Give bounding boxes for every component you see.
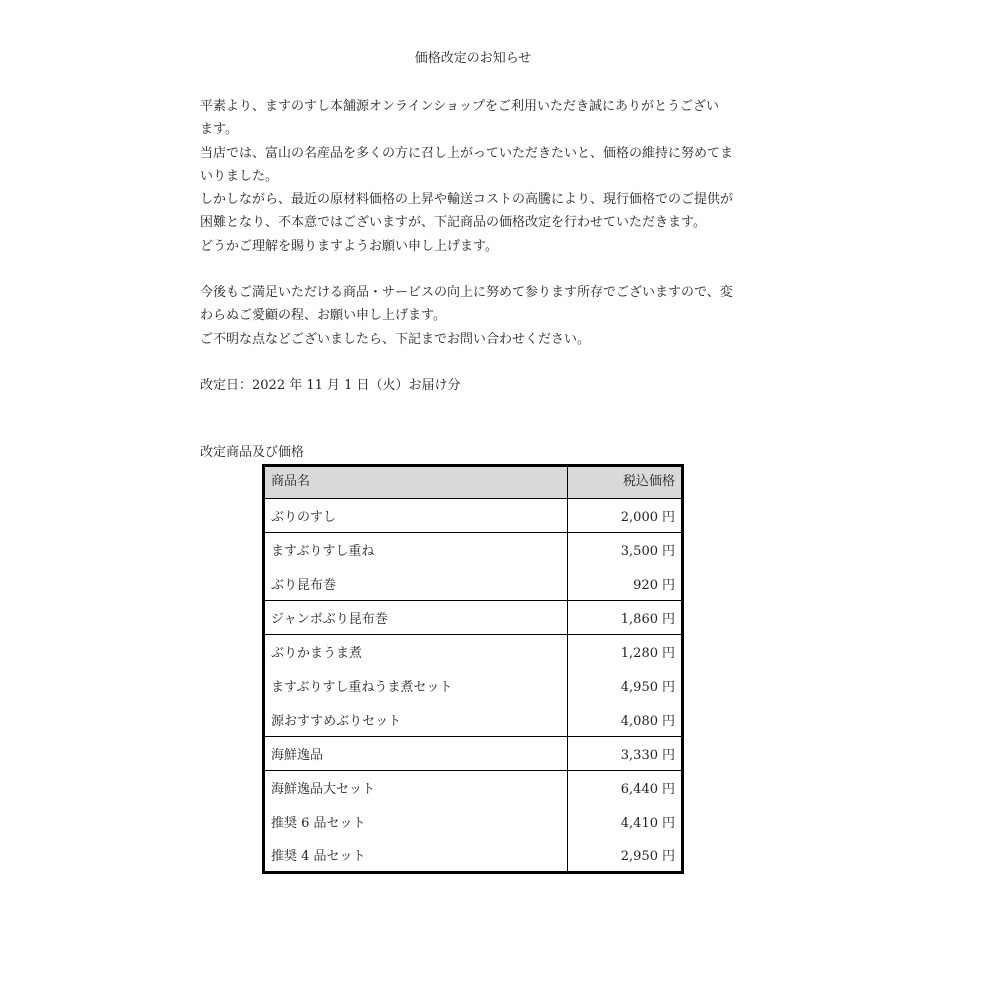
header-price: 税込価格 <box>622 474 675 489</box>
table-row <box>264 635 683 669</box>
table-row <box>264 567 683 601</box>
product-price: 3,500 円 <box>568 533 683 567</box>
page-title: 価格改定のお知らせ <box>414 51 532 66</box>
product-name: ますぶりすし重ね <box>264 533 568 567</box>
future-line-1: 今後もご満足いただける商品・サービスの向上に努めて参ります所存でございますので、変 <box>200 285 733 301</box>
product-price: 3,330 円 <box>568 737 683 771</box>
product-name: 海鮮逸品 <box>264 737 568 771</box>
product-name: ますぶりすし重ねうま煮セット <box>264 669 568 703</box>
product-price: 920 円 <box>633 577 675 593</box>
greeting-line-2: ます。 <box>200 122 238 138</box>
product-name: ジャンボぶり昆布巻 <box>264 601 568 635</box>
table-row <box>264 669 683 703</box>
product-name: 推奨 4 品セット <box>264 839 568 873</box>
notice-body <box>200 95 760 465</box>
table-row <box>264 805 683 839</box>
greeting-line-1: 平素より、ますのすし本舗源オンラインショップをご利用いただき誠にありがとうござい <box>200 99 720 114</box>
product-name: 海鮮逸品大セット <box>264 771 568 805</box>
future-line-2: わらぬご愛顧の程、お願い申し上げます。 <box>200 308 446 324</box>
contact-line: ご不明な点などございましたら、下記までお問い合わせください。 <box>200 331 591 347</box>
product-price: 6,440 円 <box>568 771 683 805</box>
table-caption: 改定商品及び価格 <box>200 445 305 461</box>
product-price: 1,860 円 <box>568 601 683 635</box>
table-row <box>264 533 683 567</box>
product-name: ぶりのすし <box>264 499 568 533</box>
table-row <box>264 703 683 737</box>
effort-line-2: いりました。 <box>200 168 279 184</box>
table-row <box>264 499 683 533</box>
table-row <box>264 601 683 635</box>
product-price: 2,000 円 <box>568 499 683 533</box>
product-price: 4,080 円 <box>620 713 675 729</box>
table-row <box>264 839 683 873</box>
product-price: 4,410 円 <box>620 816 675 831</box>
product-price: 2,950 円 <box>620 849 675 865</box>
table-header-row <box>264 466 683 499</box>
header-product-name: 商品名 <box>264 466 568 499</box>
product-name: ぶり昆布巻 <box>264 567 568 601</box>
revision-date: 改定日：2022 年 11 月 1 日（火）お届け分 <box>200 377 461 393</box>
reason-line-1: しかしながら、最近の原材料価格の上昇や輸送コストの高騰により、現行価格でのご提供が <box>200 192 734 208</box>
table-row <box>264 771 683 805</box>
product-name: 推奨 6 品セット <box>264 805 568 839</box>
request-line: どうかご理解を賜りますようお願い申し上げます。 <box>200 238 498 254</box>
table-row <box>264 737 683 771</box>
product-price: 4,950 円 <box>620 680 675 695</box>
product-name: 源おすすめぶりセット <box>264 703 568 737</box>
product-name: ぶりかまうま煮 <box>264 635 568 669</box>
product-price: 1,280 円 <box>568 635 683 669</box>
effort-line-1: 当店では、富山の名産品を多くの方に召し上がっていただきたいと、価格の維持に努めてま <box>200 145 734 161</box>
price-table <box>262 464 684 874</box>
reason-line-2: 困難となり、不本意ではございますが、下記商品の価格改定を行わせていただきます。 <box>200 215 706 231</box>
